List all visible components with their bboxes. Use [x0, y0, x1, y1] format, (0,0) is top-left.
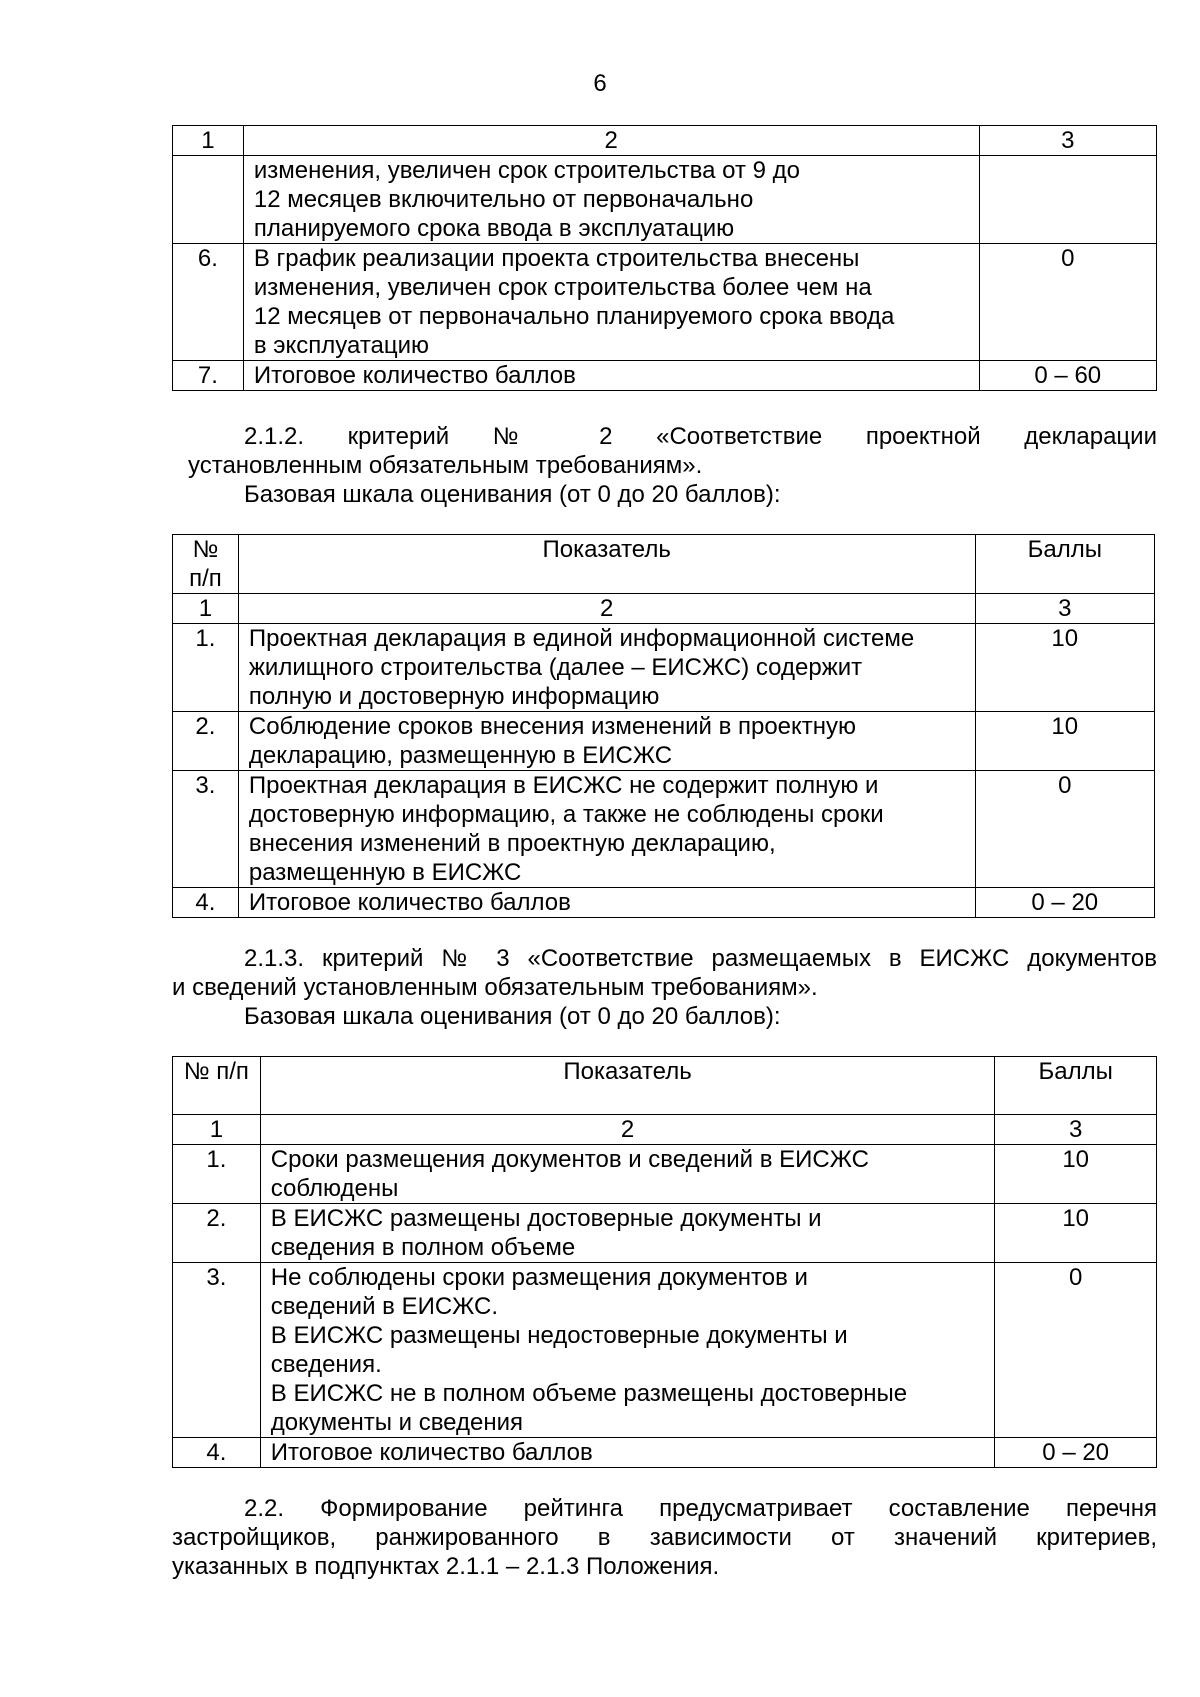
table-header-row: [173, 535, 1155, 594]
column-header-number: № п/п: [173, 535, 239, 594]
criteria-3-table: [172, 1056, 1157, 1468]
row-score: 10: [975, 624, 1154, 712]
column-header-number: № п/п: [173, 1057, 261, 1115]
row-indicator: [260, 1438, 995, 1468]
paragraph-line: и сведений установленным обязательным требованиям».: [172, 974, 818, 1001]
table-header-row: [173, 1057, 1157, 1115]
column-index: 3: [979, 126, 1156, 156]
criterion-3-heading: [172, 944, 1157, 1031]
row-number: [173, 156, 244, 244]
table-row: [173, 361, 1157, 391]
table-header-row: [173, 126, 1157, 156]
row-number: 2.: [173, 712, 239, 771]
text-line: 12 месяцев включительно от первоначально: [253, 186, 754, 213]
text-line: В ЕИСЖС размещены достоверные документы и: [270, 1205, 822, 1232]
table-row: [173, 1438, 1157, 1468]
text-line: жилищного строительства (далее – ЕИСЖС) содержит: [248, 654, 863, 681]
row-number: 3.: [173, 1263, 261, 1438]
text-line: Итоговое количество баллов: [270, 1439, 593, 1466]
column-header-indicator: Показатель: [238, 535, 975, 594]
row-indicator: [243, 156, 979, 244]
row-indicator: [260, 1145, 995, 1204]
text-line: изменения, увеличен срок строительства от 9 до: [253, 157, 800, 184]
paragraph-line: застройщиков, ранжированного в зависимости от значений критериев,: [172, 1524, 1157, 1551]
row-number: 7.: [173, 361, 244, 391]
text-line: в эксплуатацию: [253, 332, 430, 359]
text-line: достоверную информацию, а также не соблюдены сроки: [248, 801, 884, 828]
text-line: размещенную в ЕИСЖС: [248, 859, 522, 886]
column-header-indicator: Показатель: [260, 1057, 995, 1115]
text-line: Не соблюдены сроки размещения документов и: [270, 1264, 808, 1291]
column-index: 1: [173, 594, 239, 624]
text-line: Проектная декларация в единой информационной системе: [248, 625, 915, 652]
text-line: документы и сведения: [270, 1409, 524, 1436]
row-indicator: [238, 624, 975, 712]
text-line: Сроки размещения документов и сведений в ЕИСЖС: [270, 1146, 869, 1173]
table-row: [173, 1204, 1157, 1263]
text-line: внесения изменений в проектную декларацию,: [248, 830, 776, 857]
row-score: 10: [995, 1204, 1157, 1263]
row-number: 1.: [173, 1145, 261, 1204]
row-indicator: [238, 771, 975, 888]
row-number: 1.: [173, 624, 239, 712]
text-line: сведений в ЕИСЖС.: [270, 1293, 499, 1320]
paragraph-line: 2.1.3. критерий № 3 «Соответствие размещаемых в ЕИСЖС документов: [244, 945, 1157, 972]
table-row: [173, 1145, 1157, 1204]
row-indicator: [238, 888, 975, 918]
table-row: [173, 1263, 1157, 1438]
table-row: [173, 771, 1155, 888]
paragraph-line: Базовая шкала оценивания (от 0 до 20 баллов):: [244, 1003, 781, 1030]
paragraph-line: указанных в подпунктах 2.1.1 – 2.1.3 Положения.: [172, 1553, 720, 1580]
text-line: сведения в полном объеме: [270, 1234, 576, 1261]
paragraph-line: Базовая шкала оценивания (от 0 до 20 баллов):: [244, 481, 781, 508]
row-indicator: [260, 1263, 995, 1438]
text-line: сведения.: [270, 1351, 382, 1378]
text-line: Итоговое количество баллов: [248, 889, 571, 916]
text-line: Итоговое количество баллов: [253, 362, 576, 389]
column-index: 2: [260, 1115, 995, 1145]
row-score: 0 – 20: [995, 1438, 1157, 1468]
row-number: 2.: [173, 1204, 261, 1263]
row-score: 0 – 60: [979, 361, 1156, 391]
text-line: планируемого срока ввода в эксплуатацию: [253, 215, 735, 242]
row-indicator: [260, 1204, 995, 1263]
table-index-row: [173, 1115, 1157, 1145]
row-score: 0: [975, 771, 1154, 888]
row-score: [979, 156, 1156, 244]
row-score: 0: [995, 1263, 1157, 1438]
text-line: 12 месяцев от первоначально планируемого срока ввода: [253, 303, 895, 330]
row-indicator: [243, 244, 979, 361]
table-row: [173, 712, 1155, 771]
criterion-2-heading: [172, 422, 1157, 509]
paragraph-line: установленным обязательным требованиям».: [188, 452, 703, 479]
column-index: 1: [173, 126, 244, 156]
section-2-2-paragraph: [172, 1494, 1157, 1581]
page-number: 6: [593, 70, 607, 97]
row-number: 6.: [173, 244, 244, 361]
column-header-score: Баллы: [995, 1057, 1157, 1115]
row-number: 3.: [173, 771, 239, 888]
paragraph-line: 2.1.2. критерий № 2 «Соответствие проектной декларации: [244, 423, 1157, 450]
table-index-row: [173, 594, 1155, 624]
row-number: 4.: [173, 888, 239, 918]
text-line: Соблюдение сроков внесения изменений в проектную: [248, 713, 857, 740]
text-line: В график реализации проекта строительства внесены: [253, 245, 860, 272]
column-index: 3: [975, 594, 1154, 624]
criteria-1-table-continuation: [172, 125, 1157, 391]
row-number: 4.: [173, 1438, 261, 1468]
text-line: декларацию, размещенную в ЕИСЖС: [248, 742, 673, 769]
text-line: Проектная декларация в ЕИСЖС не содержит полную и: [248, 772, 879, 799]
column-index: 2: [243, 126, 979, 156]
text-line: В ЕИСЖС размещены недостоверные документы и: [270, 1322, 848, 1349]
row-indicator: [238, 712, 975, 771]
row-score: 10: [975, 712, 1154, 771]
table-row: [173, 624, 1155, 712]
table-row: [173, 156, 1157, 244]
text-line: В ЕИСЖС не в полном объеме размещены достоверные: [270, 1380, 908, 1407]
table-row: [173, 888, 1155, 918]
column-index: 2: [238, 594, 975, 624]
paragraph-line: 2.2. Формирование рейтинга предусматривает составление перечня: [244, 1495, 1157, 1522]
row-score: 0: [979, 244, 1156, 361]
text-line: полную и достоверную информацию: [248, 683, 660, 710]
column-index: 3: [995, 1115, 1157, 1145]
text-line: соблюдены: [270, 1175, 399, 1202]
row-indicator: [243, 361, 979, 391]
column-header-score: Баллы: [975, 535, 1154, 594]
text-line: изменения, увеличен срок строительства более чем на: [253, 274, 872, 301]
row-score: 0 – 20: [975, 888, 1154, 918]
row-score: 10: [995, 1145, 1157, 1204]
table-row: [173, 244, 1157, 361]
column-index: 1: [173, 1115, 261, 1145]
criteria-2-table: [172, 534, 1155, 918]
